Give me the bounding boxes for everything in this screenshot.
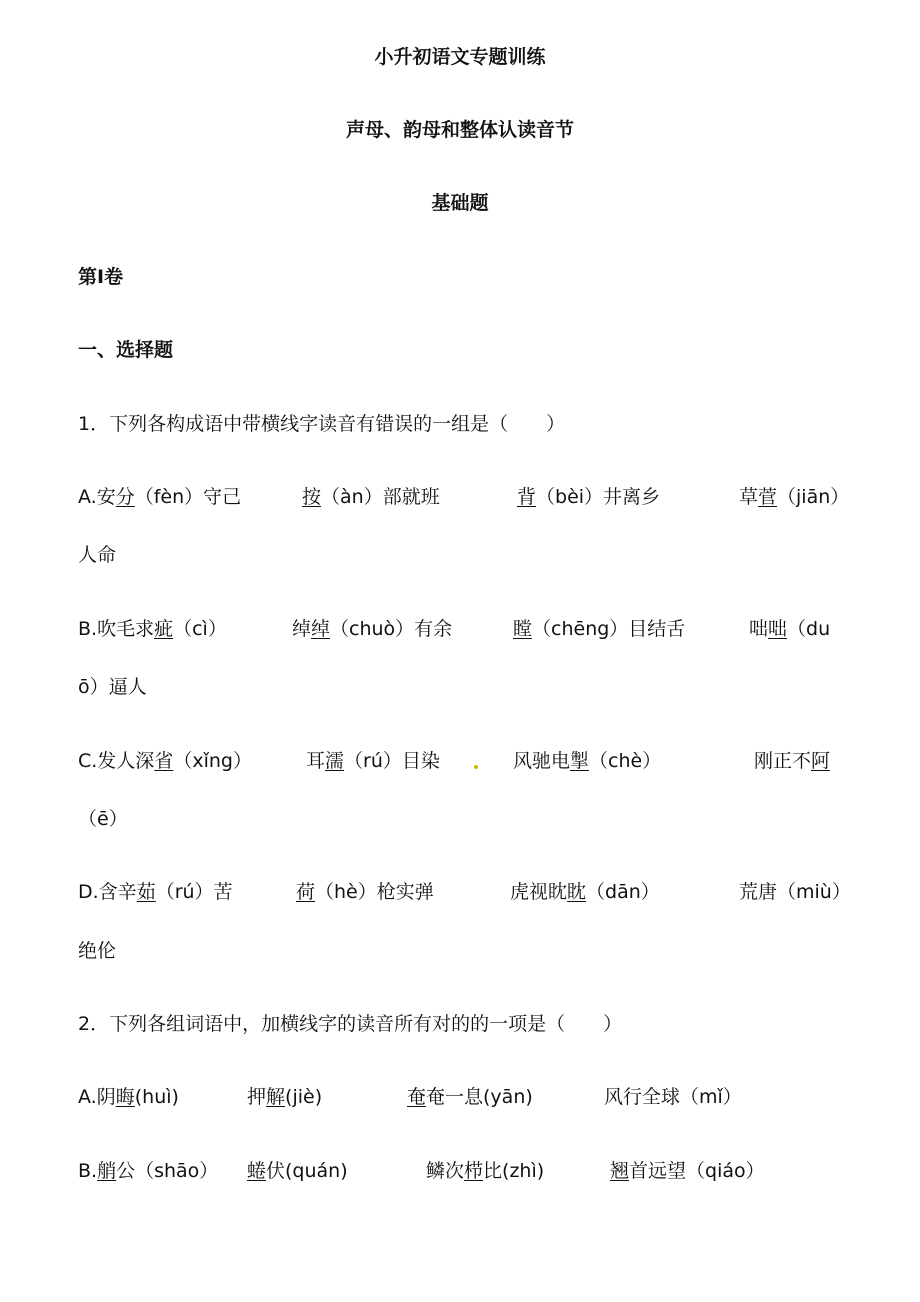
q1-b-item-3: 瞠（chēng）目结舌 xyxy=(513,618,686,640)
q2-b-item-1: B.艄公（shāo） xyxy=(78,1160,219,1182)
q1-a-item-3: 背（bèi）井离乡 xyxy=(517,486,661,508)
q2-a-item-3: 奄奄一息(yān) xyxy=(407,1086,533,1108)
q2-a-item-4: 风行全球（mǐ） xyxy=(604,1086,742,1108)
volume-heading: 第Ⅰ卷 xyxy=(78,266,124,288)
q1-option-d-row xyxy=(0,880,920,904)
q1-option-c-continuation: （ē） xyxy=(78,808,128,830)
stray-mark-dot xyxy=(474,765,478,769)
q1-a-item-4: 草菅（jiān） xyxy=(739,486,850,508)
q1-b-item-1: B.吹毛求疵（cì） xyxy=(78,618,227,640)
q1-c-item-3: 风驰电掣（chè） xyxy=(513,750,662,772)
question-1-stem: 1．下列各构成语中带横线字读音有错误的一组是（ ） xyxy=(78,413,566,435)
q1-option-d-continuation: 绝伦 xyxy=(78,940,117,962)
q1-option-b-row xyxy=(0,617,920,641)
q2-b-item-2: 蜷伏(quán) xyxy=(247,1160,348,1182)
q1-c-item-1: C.发人深省（xǐng） xyxy=(78,750,252,772)
q1-option-c-row xyxy=(0,749,920,773)
q2-option-b-row xyxy=(0,1159,920,1183)
q2-option-a-row xyxy=(0,1085,920,1109)
q1-d-item-4: 荒唐（miù） xyxy=(739,881,851,903)
q1-d-item-2: 荷（hè）枪实弹 xyxy=(296,881,434,903)
q1-c-item-4: 刚正不阿 xyxy=(754,750,831,772)
q1-c-item-2: 耳濡（rú）目染 xyxy=(306,750,440,772)
q1-d-item-3: 虎视眈眈（dān） xyxy=(510,881,660,903)
q1-d-item-1: D.含辛茹（rú）苦 xyxy=(78,881,233,903)
q2-a-item-1: A.阴晦(huì) xyxy=(78,1086,179,1108)
q1-a-item-1: A.安分（fèn）守己 xyxy=(78,486,242,508)
section-heading: 一、选择题 xyxy=(78,339,174,361)
difficulty-heading: 基础题 xyxy=(431,192,489,214)
document-subtitle: 声母、韵母和整体认读音节 xyxy=(345,119,574,141)
q1-option-b-continuation: ō）逼人 xyxy=(78,676,147,698)
q1-option-a-row xyxy=(0,485,920,509)
question-2-stem: 2．下列各组词语中，加横线字的读音所有对的的一项是（ ） xyxy=(78,1013,623,1035)
q1-b-item-2: 绰绰（chuò）有余 xyxy=(292,618,453,640)
q2-b-item-3: 鳞次栉比(zhì) xyxy=(426,1160,545,1182)
q2-a-item-2: 押解(jiè) xyxy=(247,1086,323,1108)
q2-b-item-4: 翘首远望（qiáo） xyxy=(610,1160,765,1182)
document-title: 小升初语文专题训练 xyxy=(374,46,546,68)
q1-option-a-continuation: 人命 xyxy=(78,544,117,566)
q1-a-item-2: 按（àn）部就班 xyxy=(302,486,440,508)
q1-b-item-4: 咄咄（du xyxy=(749,618,831,640)
